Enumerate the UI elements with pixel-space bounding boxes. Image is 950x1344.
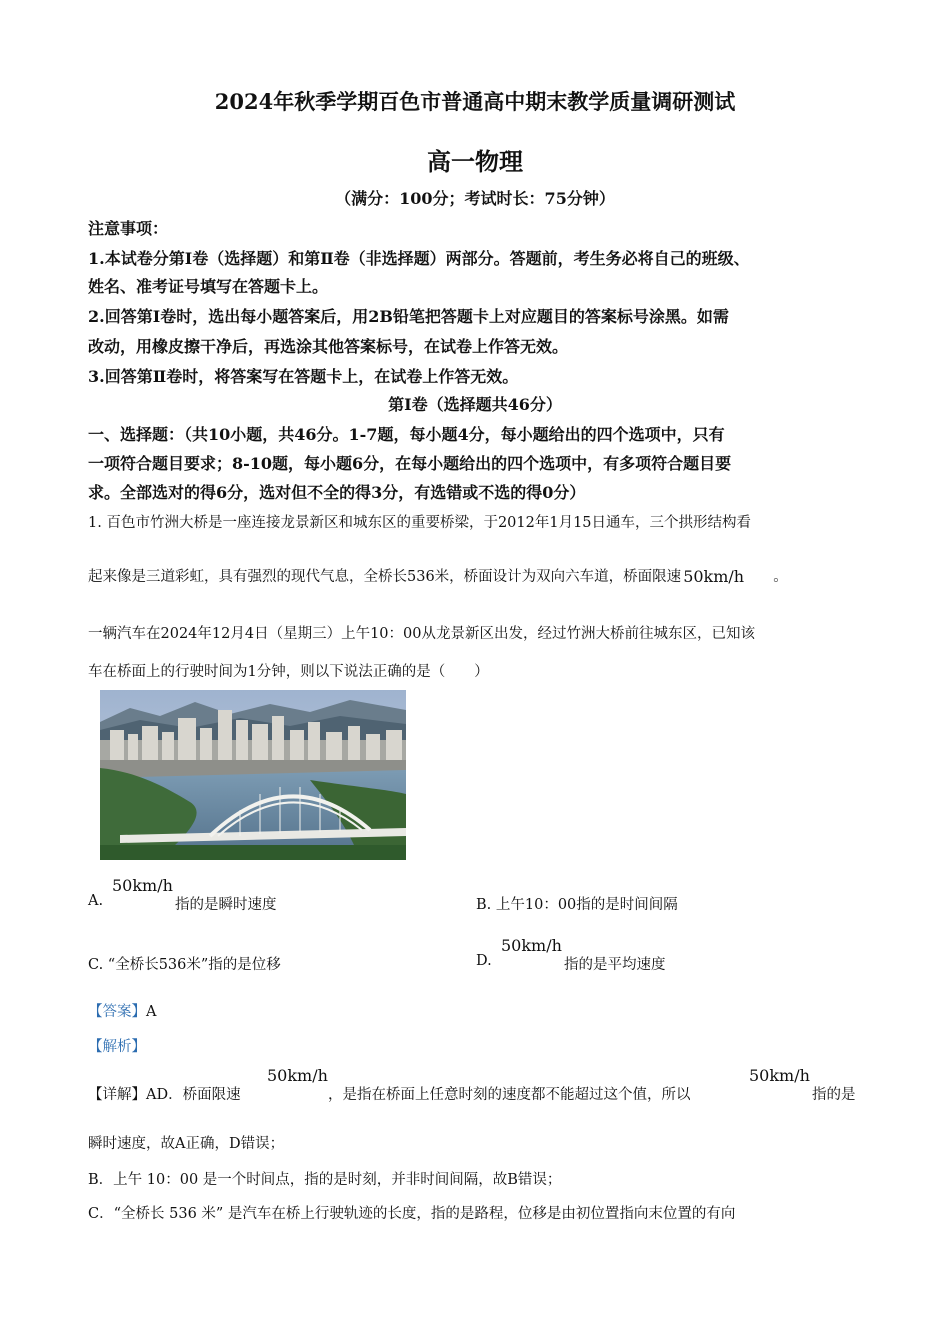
note-2-line-2: 改动，用橡皮擦干净后，再选涂其他答案标号，在试卷上作答无效。 [88,337,569,356]
q1-line-1: 1. 百色市竹洲大桥是一座连接龙景新区和城东区的重要桥梁，于2012年1月15日通车，三个拱形结构看 [88,515,752,531]
bridge-photo [100,690,406,860]
note-1-line-2: 姓名、准考证号填写在答题卡上。 [88,277,329,296]
detail-unit-1: 50km/h [267,1066,328,1085]
q1-line-4: 车在桥面上的行驶时间为1分钟，则以下说法正确的是（ ） [88,664,489,680]
note-1-line-1: 1.本试卷分第Ⅰ卷（选择题）和第Ⅱ卷（非选择题）两部分。答题前，考生务必将自己的班级、 [88,249,750,268]
section-1-intro-line-3: 求。全部选对的得6分，选对但不全的得3分，有选错或不选的得0分） [88,483,586,502]
option-b: B. 上午10：00指的是时间间隔 [476,897,678,913]
q1-line-3: 一辆汽车在2024年12月4日（星期三）上午10：00从龙景新区出发，经过竹洲大桥前往城东区，已知该 [88,626,755,642]
analysis-tag: 【解析】 [88,1039,146,1055]
option-d-unit: 50km/h [501,936,562,955]
q1-line-2 [88,565,788,586]
subject-title: 高一物理 [427,147,523,176]
option-a-label: A. [88,893,104,909]
option-a-text: 指的是瞬时速度 [175,897,277,913]
detail-line-2: 瞬时速度，故A正确，D错误； [88,1136,285,1152]
notes-heading: 注意事项： [88,219,169,238]
answer-value: A [146,1004,157,1020]
exam-title: 2024年秋季学期百色市普通高中期末教学质量调研测试 [214,89,736,114]
detail-line-1-mid: ，是指在桥面上任意时刻的速度都不能超过这个值，所以 [328,1087,691,1103]
q1-speed-unit: 50km/h [683,567,745,586]
note-2-line-1: 2.回答第Ⅰ卷时，选出每小题答案后，用2B铅笔把答题卡上对应题目的答案标号涂黑。如需 [88,307,729,326]
section-1-intro-line-1: 一、选择题：（共10小题，共46分。1-7题，每小题4分，每小题给出的四个选项中，只有 [88,425,725,444]
detail-line-1-pre: 【详解】AD．桥面限速 [88,1087,241,1103]
detail-c: C．“全桥长 536 米” 是汽车在桥上行驶轨迹的长度，指的是路程，位移是由初位置指向末位置的有向 [88,1206,736,1222]
detail-unit-2: 50km/h [749,1066,810,1085]
option-d-text: 指的是平均速度 [564,957,666,973]
option-c: C. “全桥长536米”指的是位移 [88,957,281,973]
option-a [88,893,103,909]
detail-b: B．上午 10：00 是一个时间点，指的是时刻，并非时间间隔，故B错误； [88,1172,562,1188]
option-d-label: D. [476,953,492,969]
q1-line-2-text: 起来像是三道彩虹，具有强烈的现代气息，全桥长536米，桥面设计为双向六车道，桥面限速 [88,569,682,585]
answer-tag: 【答案】 [88,1004,146,1020]
option-a-unit: 50km/h [112,876,173,895]
exam-meta: （满分：100分；考试时长：75分钟） [335,189,615,208]
section-1-heading: 第Ⅰ卷（选择题共46分） [388,395,562,414]
q1-line-2-end: 。 [773,569,788,585]
answer-line [88,1000,156,1021]
detail-line-1-post: 指的是 [812,1087,856,1103]
note-3: 3.回答第Ⅱ卷时，将答案写在答题卡上，在试卷上作答无效。 [88,367,519,386]
section-1-intro-line-2: 一项符合题目要求；8-10题，每小题6分，在每小题给出的四个选项中，有多项符合题目要 [88,454,732,473]
